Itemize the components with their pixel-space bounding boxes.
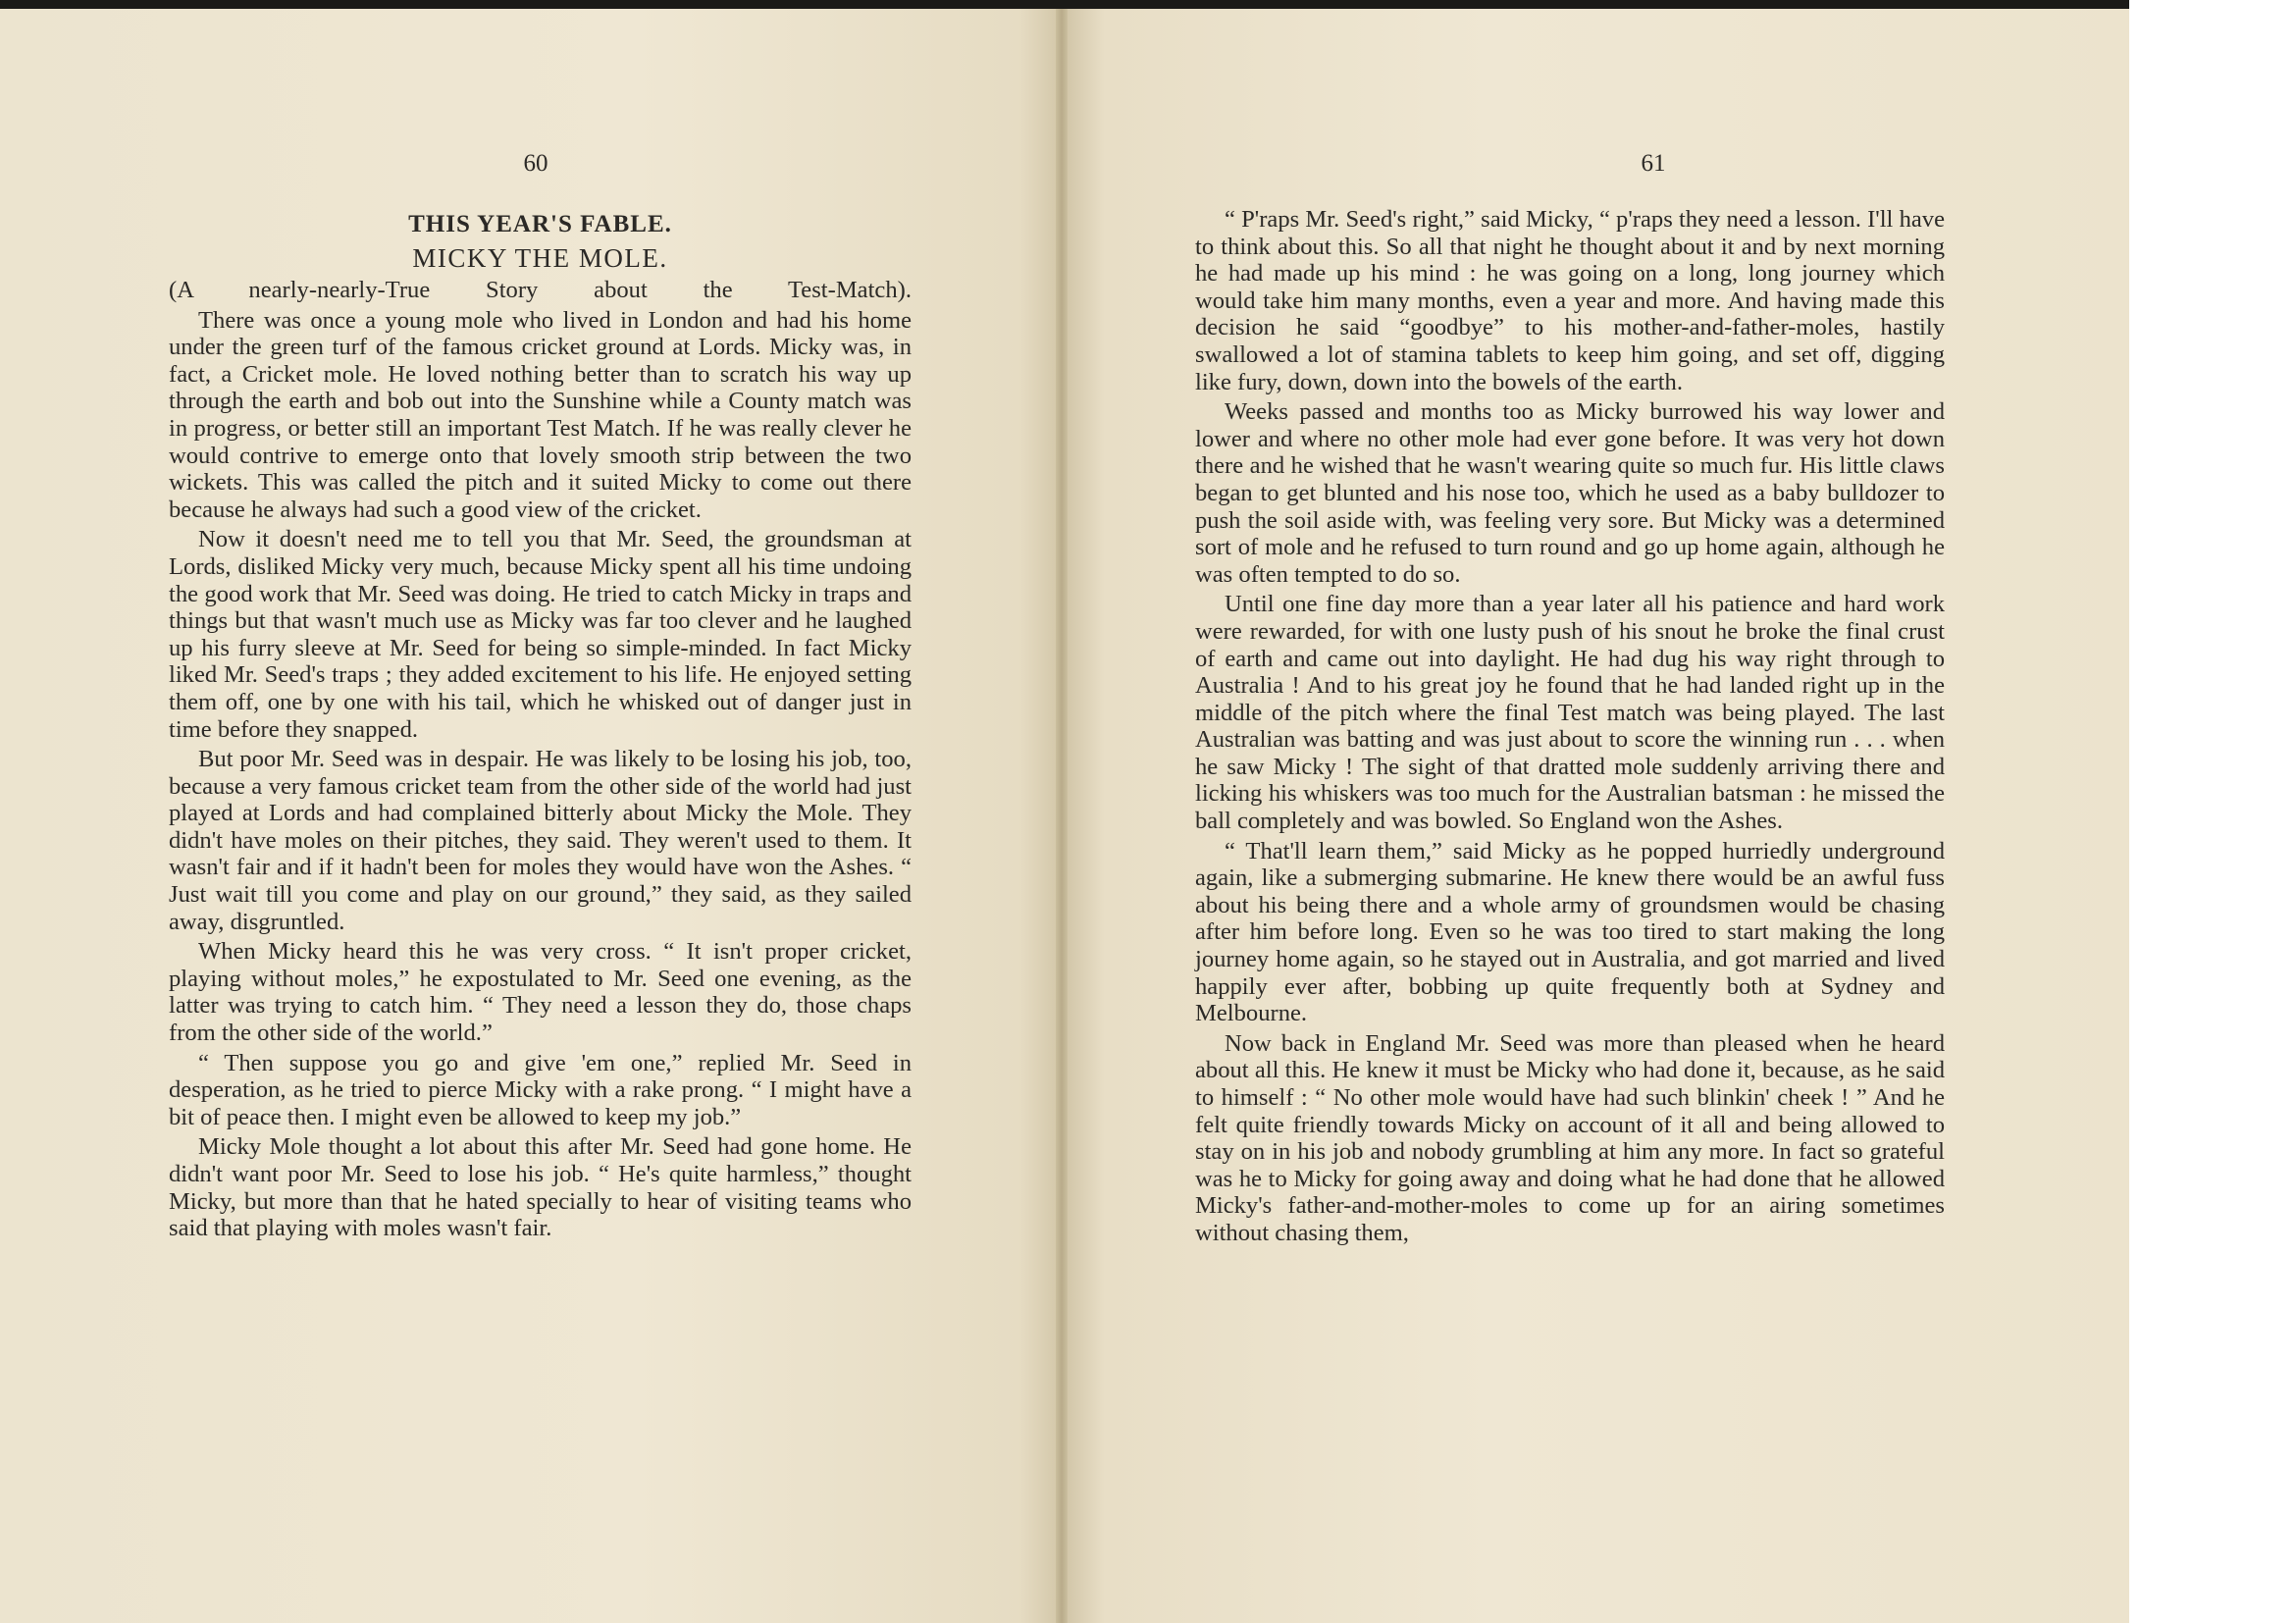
paragraph: Now it doesn't need me to tell you that Mr. Seed, the groundsman at Lords, disliked Micky very much, because Micky spent all his time undoing the good work that Mr. Seed was doing. He tried to catch Micky in traps and things but that wasn't much use as Micky was far too clever and he laughed up his furry sleeve at Mr. Seed for being so simple-minded. In fact Micky liked Mr. Seed's traps ; they added excitement to his life. He enjoyed setting them off, one by one with his tail, which he whisked out of danger just in time before they snapped. [169,526,912,743]
paragraph: But poor Mr. Seed was in despair. He was likely to be losing his job, too, because a very famous cricket team from the other side of the world had just played at Lords and had complained bitterly about Micky the Mole. They didn't have moles on their pitches, they said. They weren't used to them. It wasn't fair and if it hadn't been for moles they would have won the Ashes. “ Just wait till you come and play on our ground,” they said, as they sailed away, disgruntled. [169,746,912,935]
book-gutter [1056,9,1068,1623]
scan-top-edge [0,0,2129,9]
paragraph: Now back in England Mr. Seed was more than pleased when he heard about all this. He knew it must be Micky who had done it, because, as he said to himself : “ No other mole would have had such blinkin' cheek ! ” And he felt quite friendly towards Micky on account of it all and being allowed to stay on in his job and nobody grumbling at him any more. In fact so grateful was he to Micky for going away and doing what he had done that he allowed Micky's father-and-mother-moles to come up for an airing sometimes without chasing them, [1195,1029,1945,1246]
paragraph: There was once a young mole who lived in London and had his home under the green turf of the famous cricket ground at Lords. Micky was, in fact, a Cricket mole. He loved nothing better than to scratch his way up through the earth and bob out into the Sunshine while a County match was in progress, or better still an important Test Match. If he was really clever he would contrive to emerge onto that lovely smooth strip between the two wickets. This was called the pitch and it suited Micky to come out there because he always had such a good view of the cricket. [169,306,912,523]
paragraph: Weeks passed and months too as Micky burrowed his way lower and lower and where no other mole had ever gone before. It was very hot down there and he wished that he wasn't wearing quite so much fur. His little claws began to get blunted and his nose too, which he used as a baby bulldozer to push the soil aside with, was feeling very sore. But Micky was a determined sort of mole and he refused to turn round and go up home again, although he was often tempted to do so. [1195,398,1945,588]
story-subtitle: (A nearly-nearly-True Story about the Test-Match). [169,277,912,303]
paragraph: “ That'll learn them,” said Micky as he popped hurriedly underground again, like a submerging submarine. He knew there would be an awful fuss about his being there and a whole army of groundsmen would be chasing after him before long. Even so he was too tired to start making the long journey home again, so he stayed out in Australia, and got married and lived happily ever after, bobbing up quite frequently both at Sydney and Melbourne. [1195,837,1945,1027]
paragraph: “ P'raps Mr. Seed's right,” said Micky, “ p'raps they need a lesson. I'll have to think about this. So all that night he thought about it and by next morning he had made up his mind : he was going on a long, long journey which would take him many months, even a year and more. And having made this decision he said “goodbye” to his mother-and-father-moles, hastily swallowed a lot of stamina tablets to keep him going, and set off, digging like fury, down, down into the bowels of the earth. [1195,206,1945,395]
paragraph: Micky Mole thought a lot about this after Mr. Seed had gone home. He didn't want poor Mr. Seed to lose his job. “ He's quite harmless,” thought Micky, but more than that he hated specially to hear of visiting teams who said that playing with moles wasn't fair. [169,1133,912,1242]
right-text-block [1195,206,1945,1247]
right-page-number: 61 [1641,150,1666,177]
left-page-number: 60 [523,150,548,177]
paragraph: “ Then suppose you go and give 'em one,” replied Mr. Seed in desperation, as he tried to pierce Micky with a rake prong. “ I might have a bit of peace then. I might even be allowed to keep my job.” [169,1049,912,1130]
paragraph: Until one fine day more than a year later all his patience and hard work were rewarded, for with one lusty push of his snout he broke the final crust of earth and came out into daylight. He had dug his way right through to Australia ! And to his great joy he found that he had landed right up in the middle of the pitch where the final Test match was being played. The last Australian was batting and was just about to score the winning run . . . when he saw Micky ! The sight of that dratted mole suddenly arriving there and licking his whiskers was too much for the Australian batsman : he missed the ball completely and was bowled. So England won the Ashes. [1195,591,1945,835]
paragraph: When Micky heard this he was very cross. “ It isn't proper cricket, playing without moles,” he expostulated to Mr. Seed one evening, as the latter was trying to catch him. “ They need a lesson they do, those chaps from the other side of the world.” [169,938,912,1047]
story-title: MICKY THE MOLE. [412,243,668,273]
left-text-block [169,210,912,1242]
fable-heading: THIS YEAR'S FABLE. [408,211,672,237]
